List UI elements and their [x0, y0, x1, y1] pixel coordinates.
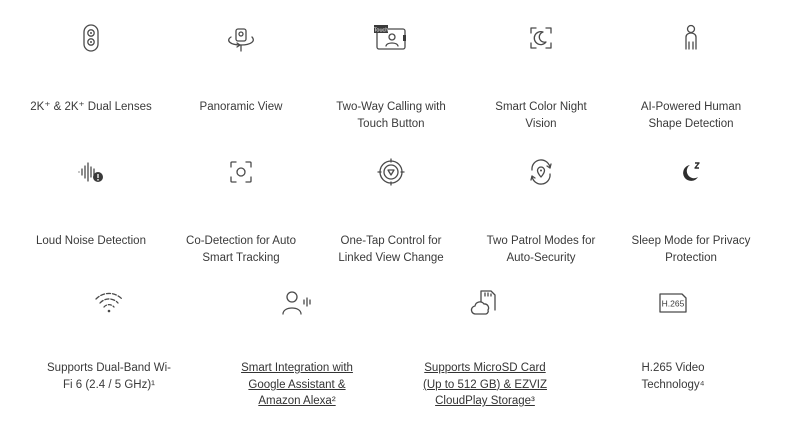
feature-panoramic [166, 20, 316, 132]
feature-wifi6 [15, 285, 203, 410]
feature-microsd-cloud [391, 285, 579, 410]
feature-label: One-Tap Control for Linked View Change [338, 235, 444, 264]
feature-patrol-modes [466, 154, 616, 266]
tracking-icon [226, 154, 256, 190]
microsd-cloud-link[interactable]: Supports MicroSD Card (Up to 512 GB) & EZVIZ CloudPlay Storage³ [423, 362, 547, 407]
voice-assistant-icon [280, 285, 314, 321]
touch-badge-text: Touch [373, 27, 389, 34]
feature-night-vision [466, 20, 616, 132]
sleep-mode-icon [676, 154, 706, 190]
feature-row-1 [0, 20, 800, 132]
feature-label: Smart Color Night Vision [495, 101, 587, 130]
feature-label: Supports Dual-Band Wi- Fi 6 (2.4 / 5 GHz)¹ [47, 362, 171, 391]
dual-lens-icon [81, 20, 101, 56]
feature-human-detection [616, 20, 766, 132]
feature-label: H.265 Video Technology⁴ [641, 362, 705, 391]
feature-two-way-calling [316, 20, 466, 132]
feature-label: Sleep Mode for Privacy Protection [631, 235, 751, 264]
feature-label: Two-Way Calling with Touch Button [336, 101, 446, 130]
feature-label: Loud Noise Detection [36, 235, 146, 247]
feature-label: AI-Powered Human Shape Detection [640, 101, 742, 130]
feature-loud-noise [16, 154, 166, 266]
one-tap-icon [376, 154, 406, 190]
feature-smart-integration [203, 285, 391, 410]
h265-icon-text: H.265 [661, 298, 685, 309]
feature-label: Two Patrol Modes for Auto-Security [486, 235, 596, 264]
feature-label: Panoramic View [199, 101, 283, 113]
feature-sleep-mode [616, 154, 766, 266]
feature-label: 2K⁺ & 2K⁺ Dual Lenses [30, 101, 152, 113]
h265-icon [656, 285, 690, 321]
feature-dual-lenses [16, 20, 166, 132]
feature-label: Co-Detection for Auto Smart Tracking [186, 235, 296, 264]
touch-call-icon [373, 20, 409, 56]
feature-h265 [579, 285, 767, 410]
loud-noise-icon [76, 154, 106, 190]
human-shape-icon [681, 20, 701, 56]
feature-one-tap [316, 154, 466, 266]
patrol-icon [526, 154, 556, 190]
feature-row-3 [0, 285, 800, 410]
night-vision-icon [526, 20, 556, 56]
feature-row-2 [0, 154, 800, 266]
smart-integration-link[interactable]: Smart Integration with Google Assistant & Amazon Alexa² [241, 362, 353, 407]
panoramic-icon [225, 20, 257, 56]
wifi-icon [93, 285, 125, 321]
feature-co-detection [166, 154, 316, 266]
sd-cloud-icon [469, 285, 501, 321]
